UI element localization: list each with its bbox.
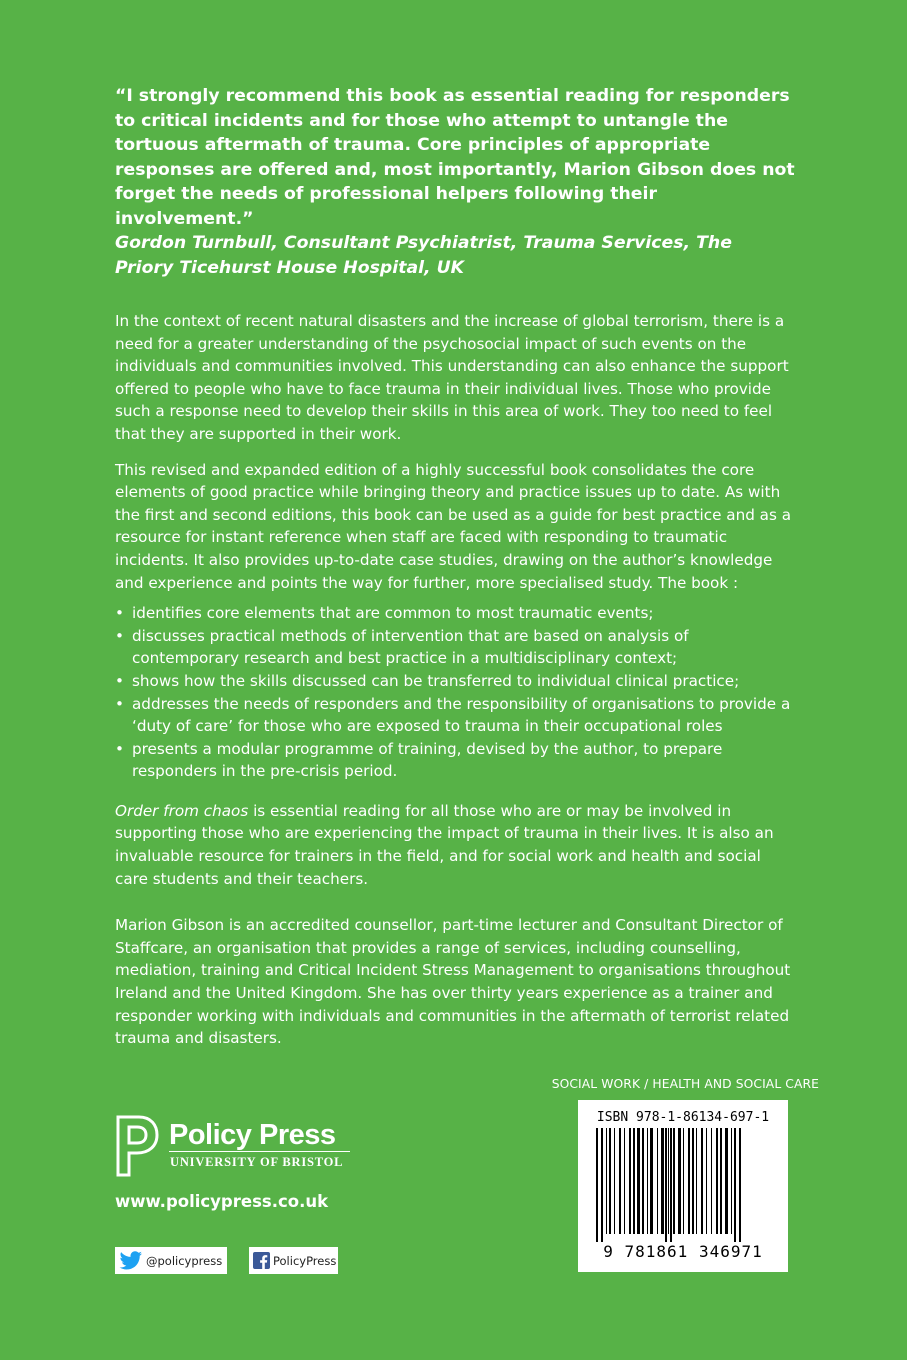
list-item: • presents a modular programme of training, devised by the author, to prepare responders in the pre-crisis period. [115, 738, 795, 783]
barcode-bar [706, 1128, 707, 1234]
list-item: • discusses practical methods of intervention that are based on analysis of contemporary research and best practice in a multidisciplinary context; [115, 625, 795, 670]
barcode-bar [657, 1128, 658, 1234]
barcode-bar [609, 1128, 611, 1234]
list-item: • shows how the skills discussed can be transferred to individual clinical practice; [115, 670, 795, 693]
barcode-bar [688, 1128, 690, 1234]
isbn-number: 9 781861 346971 [603, 1242, 763, 1261]
barcode-bar [725, 1128, 728, 1234]
facebook-handle: PolicyPress [273, 1253, 337, 1268]
barcode-bars [588, 1128, 778, 1246]
barcode-bar [619, 1128, 621, 1234]
barcode-bar [670, 1128, 672, 1242]
audience-paragraph [115, 800, 795, 890]
barcode-bar [614, 1128, 615, 1234]
endorsement-quote: “I strongly recommend this book as essential reading for responders to critical incidents and for those who attempt to untangle the tortuous aftermath of trauma. Core principles of appropriate responses are offered and, most importantly, Marion Gibson does not forget the needs of professional helpers following their involvement.” [115, 86, 795, 229]
isbn-label: ISBN 978-1-86134-697-1 [596, 1110, 770, 1125]
edition-paragraph: This revised and expanded edition of a highly successful book consolidates the core elements of good practice while bringing theory and practice issues up to date. As with the first and second editions, this book can be used as a guide for best practice and as a resource for instant reference when staff are faced with responding to traumatic incidents. It also provides up-to-date case studies, drawing on the author’s knowledge and experience and points the way for further, more specialised study. The book : [115, 460, 792, 592]
isbn-barcode [578, 1100, 788, 1272]
twitter-handle: @policypress [146, 1253, 223, 1268]
barcode-bar [629, 1128, 631, 1234]
publisher-name: Policy Press [169, 1119, 336, 1151]
twitter-badge[interactable] [115, 1247, 227, 1274]
barcode-bar [731, 1128, 732, 1234]
barcode-bar [696, 1128, 697, 1234]
feature-list [115, 602, 795, 783]
barcode-bar [668, 1128, 669, 1234]
endorsement-attribution: Gordon Turnbull, Consultant Psychiatrist, Trauma Services, The Priory Ticehurst House Hospital, UK [115, 233, 732, 278]
audience-text: is essential reading for all those who are or may be involved in supporting those who are experiencing the impact of trauma in their lives. It is also an invaluable resource for trainers in the field, and for social work and health and social care students and their teachers. [115, 801, 774, 888]
barcode-bar [673, 1128, 675, 1234]
list-item: • identifies core elements that are common to most traumatic events; [115, 602, 795, 625]
category-label: SOCIAL WORK / HEALTH AND SOCIAL CARE [551, 1077, 819, 1091]
barcode-bar [601, 1128, 603, 1242]
publisher-subtitle: UNIVERSITY OF BRISTOL [170, 1155, 344, 1169]
barcode-bar [606, 1128, 607, 1234]
barcode-bar [596, 1128, 598, 1242]
barcode-bar [633, 1128, 635, 1234]
back-cover-text [115, 84, 795, 1050]
list-item: • addresses the needs of responders and the responsibility of organisations to provide a ‘duty of care’ for those who are exposed to trauma in their occupational roles [115, 693, 795, 738]
twitter-bird-icon [119, 1251, 143, 1271]
barcode-bar [701, 1128, 703, 1234]
barcode-bar [661, 1128, 664, 1234]
barcode-bar [692, 1128, 694, 1234]
barcode-bar [683, 1128, 684, 1234]
barcode-bar [637, 1128, 640, 1234]
barcode-bar [642, 1128, 644, 1234]
barcode-bar [734, 1128, 736, 1242]
barcode-bar [716, 1128, 718, 1234]
barcode-bar [624, 1128, 625, 1234]
intro-paragraph: In the context of recent natural disasters and the increase of global terrorism, there is a need for a greater understanding of the psychosocial impact of such events on the individuals and communities involved. This understanding can also enhance the support offered to people who have to face trauma in their individual lives. Those who provide such a response need to develop their skills in this area of work. They too need to feel that they are supported in their work. [115, 312, 789, 443]
facebook-badge[interactable] [249, 1247, 338, 1274]
barcode-bar [678, 1128, 681, 1234]
publisher-divider [169, 1151, 350, 1152]
policy-press-p-icon [115, 1115, 159, 1177]
barcode-bar [711, 1128, 712, 1234]
author-bio: Marion Gibson is an accredited counsellor, part-time lecturer and Consultant Director of Staffcare, an organisation that provides a range of services, including counselling, mediation, training and Critical Incident Stress Management to organisations throughout Ireland and the United Kingdom. She has over thirty years experience as a trainer and responder working with individuals and communities in the aftermath of terrorist related trauma and disasters. [115, 916, 791, 1048]
barcode-bar [720, 1128, 722, 1234]
book-title-italic: Order from chaos [115, 801, 249, 820]
barcode-bar [739, 1128, 741, 1242]
barcode-bar [647, 1128, 648, 1234]
barcode-bar [665, 1128, 667, 1242]
facebook-f-icon [253, 1252, 270, 1269]
publisher-website[interactable]: www.policypress.co.uk [115, 1192, 329, 1211]
barcode-bar [650, 1128, 653, 1234]
